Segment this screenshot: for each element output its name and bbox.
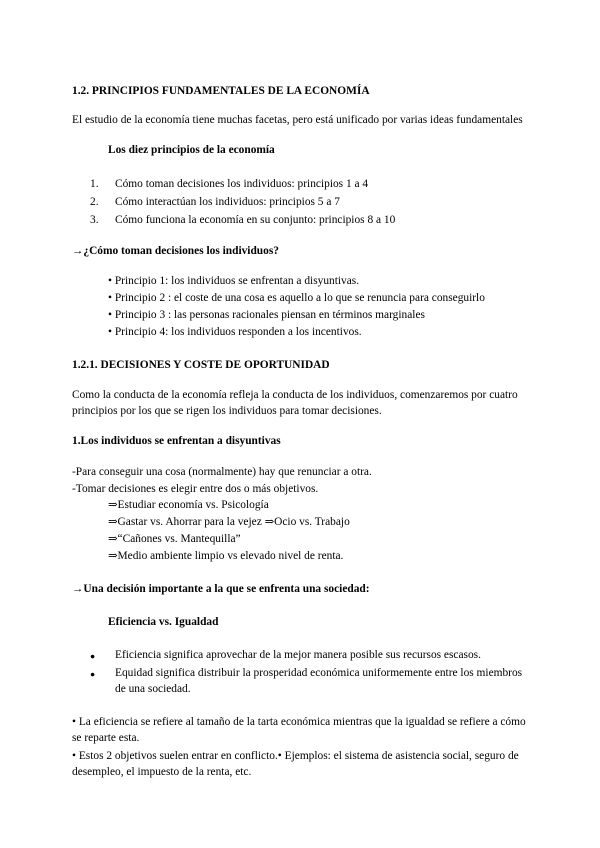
principle-item: • Principio 3 : las personas racionales piensan en términos marginales: [108, 308, 425, 321]
definitions-list: [72, 648, 528, 698]
definition-item: [90, 648, 528, 664]
how-decide-heading: →¿Cómo toman decisiones los individuos?: [72, 244, 279, 257]
list-number: 1.: [90, 177, 99, 190]
society-decision-heading: →Una decisión importante a la que se enfrenta una sociedad:: [72, 583, 370, 596]
principle-item: • Principio 2 : el coste de una cosa es aquello a lo que se renuncia para conseguirlo: [108, 291, 485, 304]
subsection-intro: Como la conducta de la economía refleja la conducta de los individuos, comenzaremos por cuatro principios por los que se rigen los individuos para tomar decisiones.: [72, 388, 518, 417]
definition-text: Eficiencia significa aprovechar de la mejor manera posible sus recursos escasos.: [115, 649, 481, 662]
conflict-note-paragraph: • Estos 2 objetivos suelen entrar en conflicto.• Ejemplos: el sistema de asistencia social, seguro de desempleo, el impuesto de la renta, etc.: [72, 750, 519, 779]
subsection-title: 1.2.1. DECISIONES Y COSTE DE OPORTUNIDAD: [72, 358, 330, 371]
definition-item: [90, 666, 528, 698]
definition-text: Equidad significa distribuir la prosperidad económica uniformemente entre los miembros de una sociedad.: [115, 667, 523, 696]
bullet-icon: ●: [90, 651, 96, 662]
section-title: 1.2. PRINCIPIOS FUNDAMENTALES DE LA ECONOMÍA: [72, 85, 370, 97]
efficiency-vs-equality-heading: Eficiencia vs. Igualdad: [108, 616, 219, 629]
overview-list-item: [90, 213, 528, 229]
intro-paragraph: El estudio de la economía tiene muchas facetas, pero está unificado por varias ideas fundamentales: [72, 113, 523, 126]
principle-item: • Principio 4: los individuos responden a los incentivos.: [108, 325, 362, 338]
example-line: ⇒Gastar vs. Ahorrar para la vejez ⇒Ocio vs. Trabajo: [108, 516, 350, 529]
principles-list: [108, 274, 528, 341]
list-item-text: Cómo toman decisiones los individuos: principios 1 a 4: [115, 177, 369, 190]
principle-item: • Principio 1: los individuos se enfrentan a disyuntivas.: [108, 274, 360, 287]
overview-list: [72, 177, 528, 229]
list-number: 2.: [90, 195, 99, 208]
examples-list: [108, 498, 528, 565]
tradeoff-note-line: -Tomar decisiones es elegir entre dos o más objetivos.: [72, 482, 319, 495]
example-line: ⇒“Cañones vs. Mantequilla”: [108, 533, 241, 546]
bullet-icon: ●: [90, 669, 96, 680]
overview-list-item: [90, 177, 528, 193]
principle1-heading: 1.Los individuos se enfrentan a disyuntivas: [72, 434, 281, 447]
efficiency-note-paragraph: • La eficiencia se refiere al tamaño de la tarta económica mientras que la igualdad se refiere a cómo se reparte esta.: [72, 716, 526, 745]
tradeoff-notes: [72, 465, 528, 498]
list-item-text: Cómo funciona la economía en su conjunto: principios 8 a 10: [115, 213, 396, 226]
example-line: ⇒Estudiar economía vs. Psicología: [108, 499, 269, 512]
tradeoff-note-line: -Para conseguir una cosa (normalmente) hay que renunciar a otra.: [72, 465, 372, 478]
list-item-text: Cómo interactúan los individuos: principios 5 a 7: [115, 195, 340, 208]
ten-principles-heading: Los diez principios de la economía: [108, 143, 275, 156]
example-line: ⇒Medio ambiente limpio vs elevado nivel de renta.: [108, 550, 344, 563]
overview-list-item: [90, 195, 528, 211]
list-number: 3.: [90, 213, 99, 226]
